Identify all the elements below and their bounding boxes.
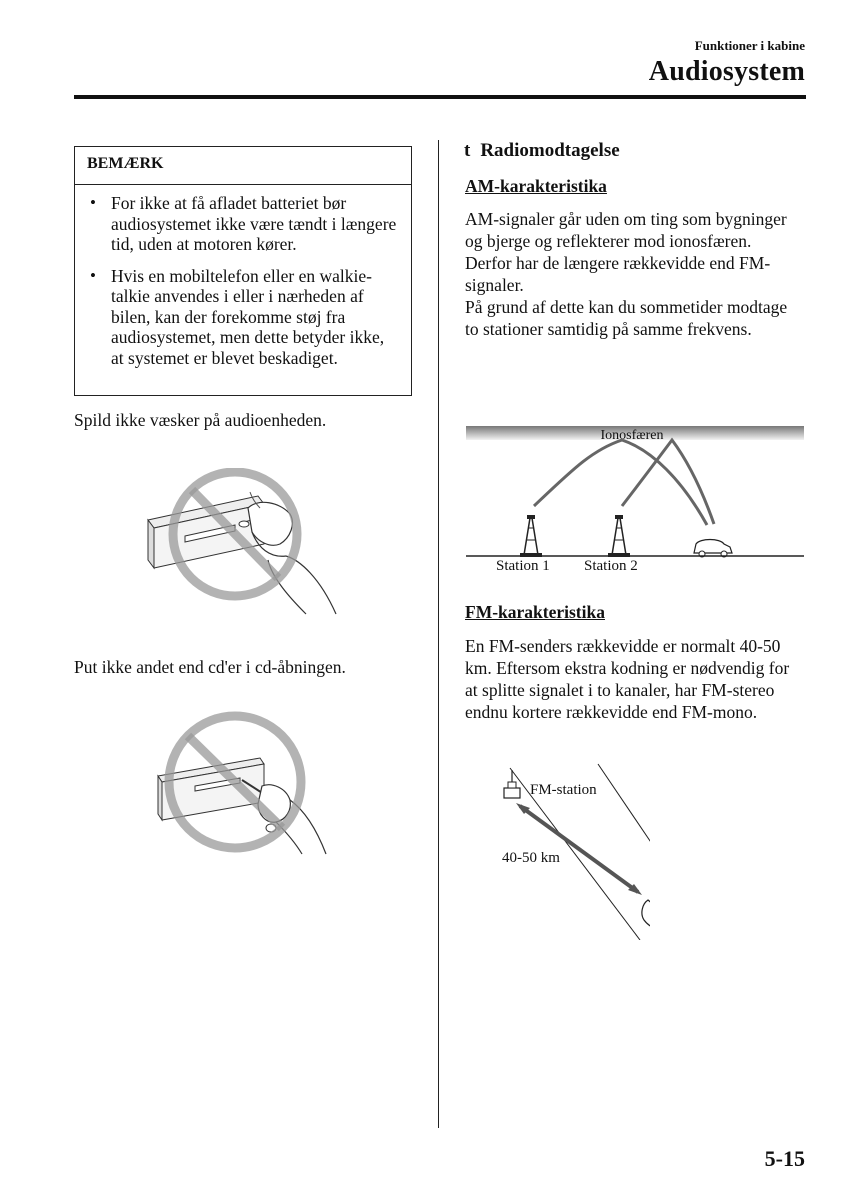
page-number: 5-15 xyxy=(764,1146,805,1171)
cd-warning-text: Put ikke andet end cd'er i cd-åbningen. xyxy=(74,657,346,677)
station2-label: Station 2 xyxy=(584,558,638,574)
note-title: BEMÆRK xyxy=(87,155,164,172)
fm-range-diagram xyxy=(490,760,650,940)
am-paragraph: På grund af dette kan du sommetider modtage to stationer samtidig på samme frekvens. xyxy=(465,297,788,339)
station1-label: Station 1 xyxy=(496,558,550,574)
section-heading xyxy=(464,140,620,162)
range-arrow xyxy=(520,806,638,892)
station-icon xyxy=(504,770,520,798)
page-title: Audiosystem xyxy=(648,56,805,87)
note-divider xyxy=(75,184,411,185)
car-icon xyxy=(694,540,732,558)
note-item: • For ikke at få afladet batteriet bør audiosystemet ikke være tændt i længere tid, uden at motoren kører. xyxy=(85,193,400,255)
section-marker: t xyxy=(464,140,471,161)
fm-paragraph: En FM-senders rækkevidde er normalt 40-50 km. Eftersom ekstra kodning er nødvendig for at splitte signalet i to kanaler, har FM-stereo endnu kortere rækkevidde end FM-mono. xyxy=(465,636,790,722)
am-description xyxy=(465,208,805,340)
am-paragraph: Derfor har de længere rækkevidde end FM-signaler. xyxy=(465,253,771,295)
am-propagation-diagram xyxy=(462,420,806,580)
note-item: • Hvis en mobiltelefon eller en walkie-talkie anvendes i eller i nærheden af bilen, kan der forekomme støj fra audiosystemet, men dette betyder ikke, at systemet er blevet beskadiget. xyxy=(85,266,400,369)
tower-icon-station2 xyxy=(608,515,630,557)
fm-heading: FM-karakteristika xyxy=(465,602,605,622)
fm-station-label: FM-station xyxy=(530,782,597,798)
column-divider xyxy=(438,140,439,1128)
car-icon xyxy=(642,900,650,928)
ionosphere-label: Ionosfæren xyxy=(600,428,664,443)
fm-description xyxy=(465,635,805,723)
note-list xyxy=(85,193,400,379)
no-liquid-illustration xyxy=(140,468,350,618)
am-paragraph: AM-signaler går uden om ting som bygninger og bjerge og reflekterer mod ionosfæren. xyxy=(465,209,787,251)
header-rule xyxy=(74,95,806,99)
liquid-warning-text: Spild ikke væsker på audioenheden. xyxy=(74,410,327,430)
note-box xyxy=(74,146,412,396)
tower-icon-station1 xyxy=(520,515,542,557)
cd-only-illustration xyxy=(140,706,350,856)
section-heading-text: Radiomodtagelse xyxy=(480,140,620,161)
fm-distance-label: 40-50 km xyxy=(502,850,560,866)
section-header: Funktioner i kabine xyxy=(694,38,805,53)
am-heading: AM-karakteristika xyxy=(465,176,607,196)
